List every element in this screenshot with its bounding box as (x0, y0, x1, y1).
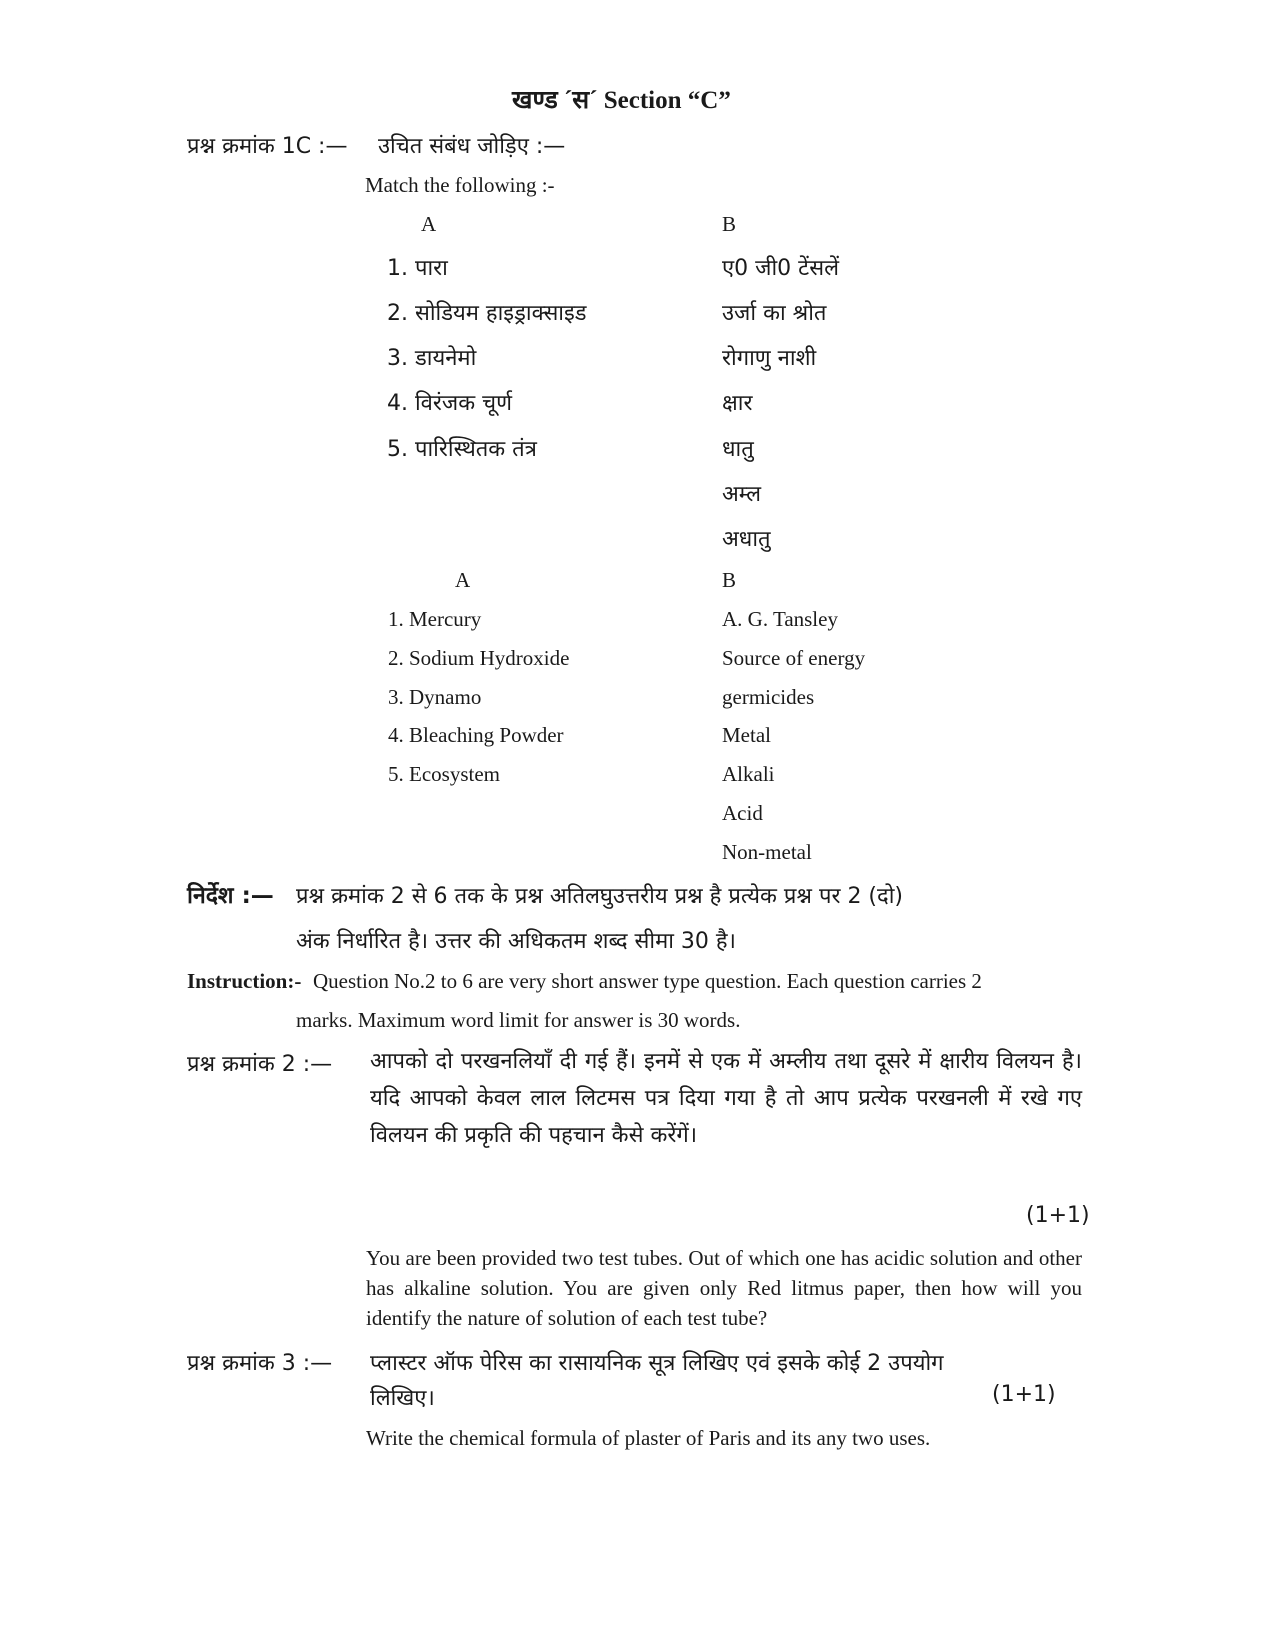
q3-hindi-line-1: प्लास्टर ऑफ पेरिस का रासायनिक सूत्र लिखिए एवं इसके कोई 2 उपयोग (370, 1351, 944, 1376)
q3-hindi-line-2: लिखिए। (370, 1386, 435, 1411)
hindi-col-b-item: ए0 जी0 टेंसलें (722, 256, 840, 281)
english-col-a-item: 1. Mercury (388, 607, 482, 631)
hindi-col-b-item: उर्जा का श्रोत (722, 301, 827, 326)
q3-english-text: Write the chemical formula of plaster of Paris and its any two uses. (366, 1426, 931, 1450)
english-col-b-item: Acid (722, 801, 763, 825)
q1-english-instruction: Match the following :- (365, 173, 555, 197)
hindi-col-b-item: रोगाणु नाशी (722, 346, 817, 371)
direction-label: निर्देश :— (187, 883, 274, 909)
direction-line-1: प्रश्न क्रमांक 2 से 6 तक के प्रश्न अतिलघुउत्तरीय प्रश्न है प्रत्येक प्रश्न पर 2 (दो) (296, 884, 903, 909)
hindi-col-b-item: अम्ल (722, 482, 761, 507)
english-col-b-item: Source of energy (722, 646, 866, 670)
hindi-col-b-item: अधातु (722, 527, 771, 552)
english-col-b-item: Metal (722, 723, 771, 747)
q2-label: प्रश्न क्रमांक 2 :— (187, 1052, 333, 1077)
q1-hindi-instruction: उचित संबंध जोड़िए :— (378, 134, 566, 159)
english-col-a-item: 2. Sodium Hydroxide (388, 646, 570, 670)
q1-label: प्रश्न क्रमांक 1C :— (187, 134, 348, 159)
hindi-col-a-item: 4. विरंजक चूर्ण (387, 391, 513, 416)
instruction-line-1: Question No.2 to 6 are very short answer type question. Each question carries 2 (313, 969, 982, 993)
hindi-header-a: A (421, 212, 437, 236)
hindi-col-a-item: 2. सोडियम हाइड्राक्साइड (387, 301, 587, 326)
q2-marks: (1+1) (1026, 1203, 1090, 1228)
q2-english-text: You are been provided two test tubes. Out of which one has acidic solution and other has alkaline solution. You are given only Red litmus paper, then how will you identify the nature of solution of each test tube? (366, 1246, 1082, 1330)
hindi-col-a-item: 1. पारा (387, 256, 448, 281)
hindi-col-b-item: क्षार (722, 391, 753, 416)
english-col-a-item: 4. Bleaching Powder (388, 723, 564, 747)
instruction-label: Instruction:- (187, 969, 302, 993)
english-col-a-item: 3. Dynamo (388, 685, 482, 709)
direction-line-2: अंक निर्धारित है। उत्तर की अधिकतम शब्द सीमा 30 है। (296, 929, 736, 954)
hindi-col-b-item: धातु (722, 437, 754, 462)
english-col-b-item: A. G. Tansley (722, 607, 838, 631)
english-col-b-item: germicides (722, 685, 815, 709)
q3-marks: (1+1) (992, 1382, 1056, 1407)
english-col-b-item: Alkali (722, 762, 775, 786)
english-header-a: A (455, 568, 471, 592)
hindi-header-b: B (722, 212, 737, 236)
q3-label: प्रश्न क्रमांक 3 :— (187, 1351, 333, 1376)
english-header-b: B (722, 568, 737, 592)
hindi-col-a-item: 3. डायनेमो (387, 346, 477, 371)
instruction-line-2: marks. Maximum word limit for answer is 30 words. (296, 1008, 741, 1032)
english-col-b-item: Non-metal (722, 840, 812, 864)
english-col-a-item: 5. Ecosystem (388, 762, 500, 786)
q2-hindi-text: आपको दो परखनलियाँ दी गई हैं। इनमें से एक में अम्लीय तथा दूसरे में क्षारीय विलयन है। यदि आपको केवल लाल लिटमस पत्र दिया गया है तो आप प्रत्येक परखनली में रखे गए विलयन की प्रकृति की पहचान कैसे करेंगें। (370, 1049, 1082, 1148)
section-title: खण्ड ´स´ Section “C” (512, 87, 731, 114)
hindi-col-a-item: 5. पारिस्थितक तंत्र (387, 437, 537, 462)
